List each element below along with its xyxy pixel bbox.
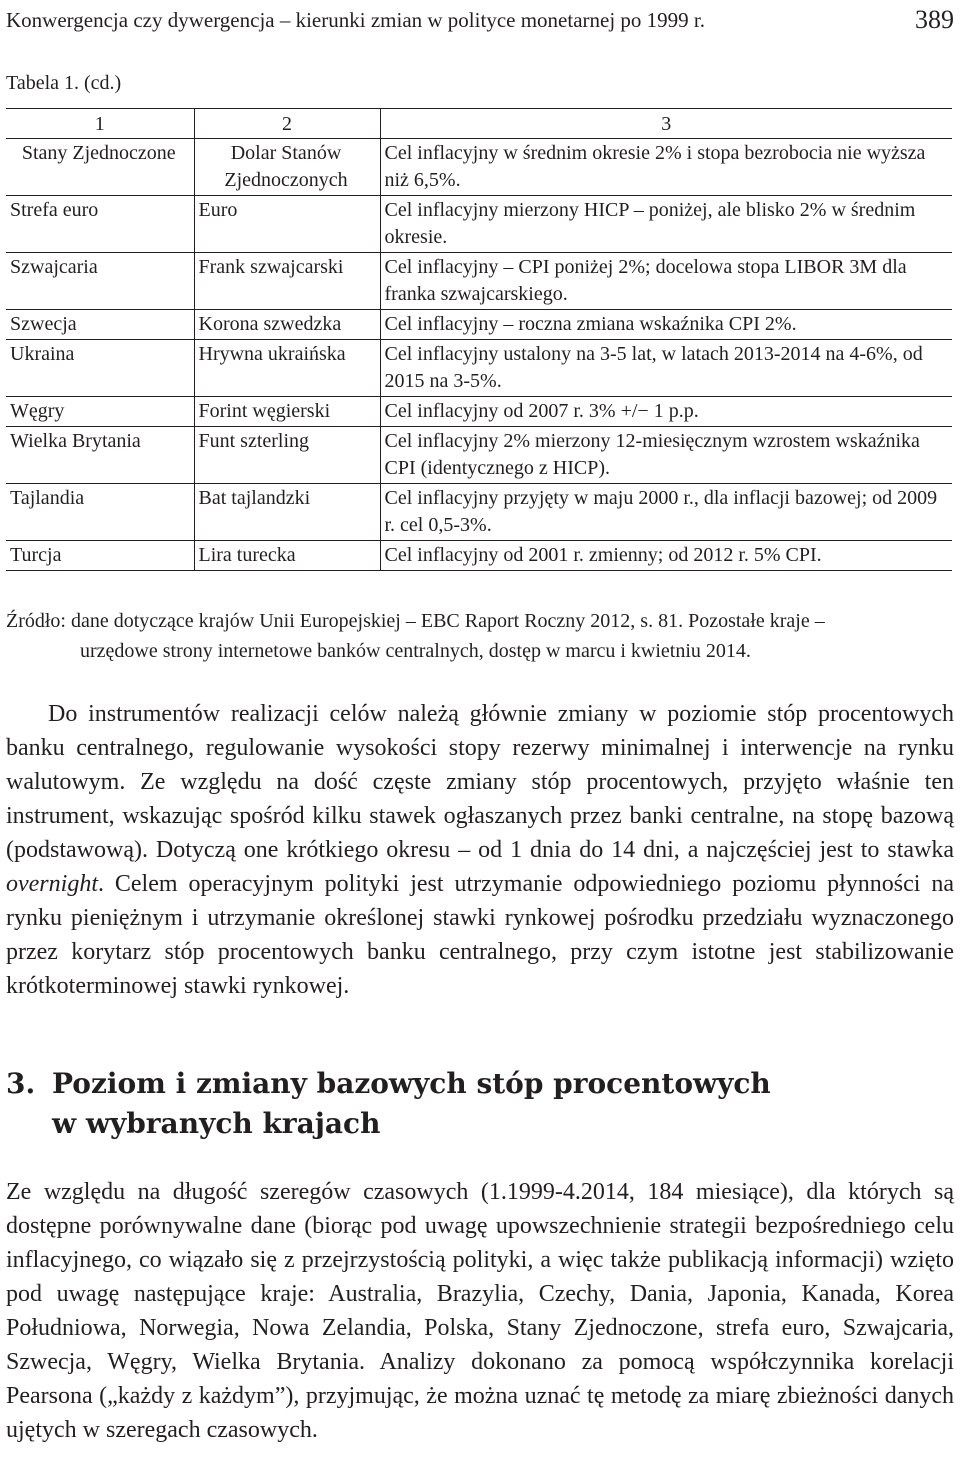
table-label: Tabela 1. (cd.) [6,72,122,94]
table-row [6,196,952,253]
body-paragraph-2: Ze względu na długość szeregów czasowych (1.1999-4.2014, 184 miesiące), dla których są dostępne porównywalne dane (biorąc pod uwagę upowszechnienie strategii bezpośredniego celu inflacyjnego, co wiązało się z przejrzystością polityki, a więc także publikacją informacji) wzięto pod uwagę następujące kraje: Australia, Brazylia, Czechy, Dania, Japonia, Kanada, Korea Południowa, Norwegia, Nowa Zelandia, Polska, Stany Zjednoczone, strefa euro, Szwajcaria, Szwecja, Węgry, Wielka Brytania. Analizy dokonano za pomocą współczynnika korelacji Pearsona („każdy z każdym”), przyjmując, że można uznać tę metodę za miarę zbieżności danych ujętych w szeregach czasowych. [6,1179,954,1443]
currency-cell: Funt szterling [194,427,380,484]
paragraph-text: . Celem operacyjnym polityki jest utrzymanie odpowiedniego poziomu płynności na rynku pieniężnym i utrzymanie określonej stawki rynkowej pośrodku przedziału wyznaczonego przez korytarz stóp procentowych banku centralnego, przy czym istotne jest stabilizowanie krótkoterminowej stawki rynkowej. [6,871,954,999]
target-cell: Cel inflacyjny mierzony HICP – poniżej, ale blisko 2% w średnim okresie. [380,196,952,253]
currency-cell: Euro [194,196,380,253]
country-cell: Tajlandia [10,487,85,509]
column-header: 2 [194,109,380,139]
emphasized-term: overnight [6,871,98,897]
target-cell: Cel inflacyjny ustalony na 3-5 lat, w latach 2013-2014 na 4-6%, od 2015 na 3-5%. [380,340,952,397]
column-header: 3 [380,109,952,139]
source-line-2: urzędowe strony internetowe banków centralnych, dostęp w marcu i kwietniu 2014. [80,640,751,662]
country-cell: Szwajcaria [10,256,98,278]
currency-cell: Forint węgierski [194,397,380,427]
section-heading [6,1064,906,1144]
body-paragraph-1 [6,697,954,1003]
table-row [6,397,952,427]
inflation-target-table [6,108,952,571]
table-row [6,253,952,310]
country-cell: Turcja [10,544,62,566]
table-row [6,484,952,541]
target-cell: Cel inflacyjny w średnim okresie 2% i stopa bezrobocia nie wyższa niż 6,5%. [380,139,952,196]
table-header-row [6,109,952,139]
table-row [6,541,952,571]
currency-cell: Frank szwajcarski [194,253,380,310]
country-cell: Stany Zjednoczone [21,142,176,164]
table-row [6,139,952,196]
country-cell: Wielka Brytania [10,430,141,452]
running-title: Konwergencja czy dywergencja – kierunki zmian w polityce monetarnej po 1999 r. [6,8,705,32]
target-cell: Cel inflacyjny od 2007 r. 3% +/− 1 p.p. [380,397,952,427]
target-cell: Cel inflacyjny 2% mierzony 12-miesięcznym wzrostem wskaźnika CPI (identycznego z HICP). [380,427,952,484]
currency-cell: Korona szwedzka [194,310,380,340]
section-number: 3. [6,1067,36,1100]
target-cell: Cel inflacyjny – CPI poniżej 2%; docelowa stopa LIBOR 3M dla franka szwajcarskiego. [380,253,952,310]
source-line-1: Źródło: dane dotyczące krajów Unii Europejskiej – EBC Raport Roczny 2012, s. 81. Pozostałe kraje – [6,610,825,632]
table-source-note [6,606,956,666]
section-title-line-2: w wybranych krajach [52,1107,381,1140]
currency-cell: Hrywna ukraińska [194,340,380,397]
currency-cell: Lira turecka [194,541,380,571]
running-header [6,4,954,36]
table-row [6,427,952,484]
country-cell: Strefa euro [10,199,99,221]
table-row [6,340,952,397]
currency-cell: Dolar Stanów Zjednoczonych [194,139,380,196]
paragraph-text: Do instrumentów realizacji celów należą głównie zmiany w poziomie stóp procentowych banku centralnego, regulowanie wysokości stopy rezerwy minimalnej i interwencje na rynku walutowym. Ze względu na dość częste zmiany stóp procentowych, przyjęto właśnie ten instrument, wskazując spośród kilku stawek ogłaszanych przez banki centralne, na stopę bazową (podstawową). Dotyczą one krótkiego okresu – od 1 dnia do 14 dni, a najczęściej jest to stawka [6,701,954,863]
currency-cell: Bat tajlandzki [194,484,380,541]
target-cell: Cel inflacyjny od 2001 r. zmienny; od 2012 r. 5% CPI. [380,541,952,571]
table-row [6,310,952,340]
country-cell: Węgry [10,400,65,422]
target-cell: Cel inflacyjny – roczna zmiana wskaźnika CPI 2%. [380,310,952,340]
column-header: 1 [94,113,105,135]
page-number: 389 [915,5,954,34]
section-title-line-1: Poziom i zmiany bazowych stóp procentowych [52,1067,771,1100]
country-cell: Ukraina [10,343,75,365]
target-cell: Cel inflacyjny przyjęty w maju 2000 r., dla inflacji bazowej; od 2009 r. cel 0,5-3%. [380,484,952,541]
country-cell: Szwecja [10,313,77,335]
